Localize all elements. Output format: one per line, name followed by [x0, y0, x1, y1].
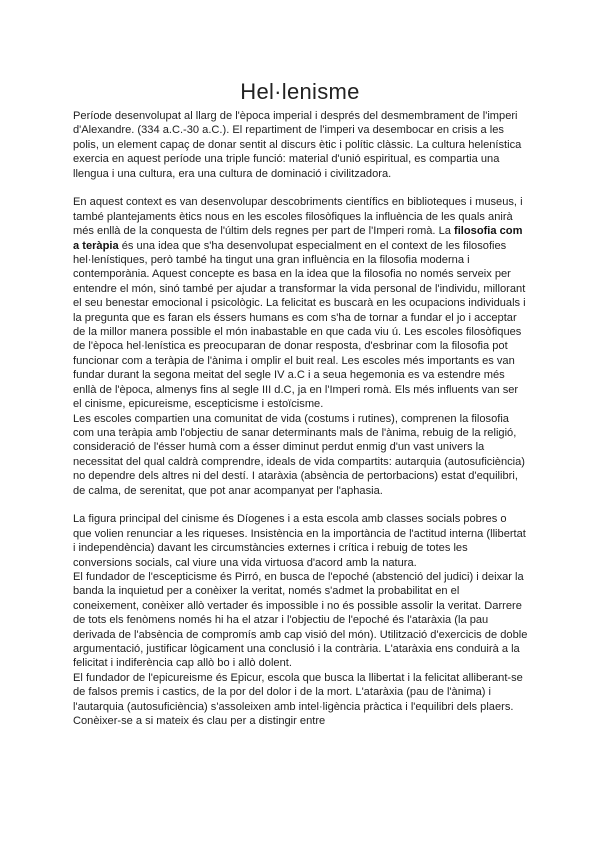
paragraph-context-start: En aquest context es van desenvolupar descobriments científics en biblioteques i museus, i també plantejaments ètics nous en les escoles filosòfiques la influència de les quals anirà més enllà de la conquesta de l'últim dels regnes per part de l'Imperi romà. La — [73, 196, 523, 238]
paragraph-scepticism: El fundador de l'escepticisme és Pirró, en busca de l'epoché (abstenció del judici) i deixar la banda la inquietud per a conèixer la veritat, només s'admet la probabilitat en el coneixement, conèixer allò vertader és impossible i no és possible assolir la veritat. Darrere de tots els fenòmens només hi ha el atzar i l'objectiu de l'epoché és l'ataràxia (la pau derivada de l'absència de compromís amb cap visió del món). Utilització d'exercicis de doble argumentació, justificar lògicament una conclusió i la contrària. L'ataràxia ens conduirà a la felicitat i indiferència cap allò bo i allò dolent. — [73, 570, 528, 670]
bold-term-philosophy-therapy: filosofia com a teràpia — [73, 225, 523, 252]
document-body — [73, 109, 528, 728]
paragraph-context — [73, 195, 528, 411]
paragraph-intro: Període desenvolupat al llarg de l'època imperial i després del desmembrament de l'imperi d'Alexandre. (334 a.C.-30 a.C.). El repartiment de l'imperi va desembocar en crisis a les polis, un element capaç de donar sentit al discurs ètic i polític clàssic. La cultura helenística exercia en aquest període una triple funció: material d'unió espiritual, es compartia una llengua i una cultura, era una cultura de dominació i civilitzadora. — [73, 110, 522, 180]
paragraph-schools-shared: Les escoles compartien una comunitat de vida (costums i rutines), comprenen la filosofia com una teràpia amb l'objectiu de sanar determinants mals de l'ànima, rebuig de la religió, consideració de l'ésser humà com a ésser diminut perdut enmig d'un vast univers la necessitat del qual caldrà comprendre, ideals de vida compartits: autarquia (autosuficiència) no dependre dels altres ni del destí. I ataràxia (absència de pertorbacions) estat d'equilibri, de calma, de serenitat, que pot anar acompanyat per l'aphasia. — [73, 412, 526, 497]
paragraph-epicureanism: El fundador de l'epicureisme és Epicur, escola que busca la llibertat i la felicitat alliberant-se de falsos premis i castics, de la por del dolor i de la mort. L'ataràxia (pau de l'ànima) i l'autarquia (autosuficiència) s'assoleixen amb intel·ligència pràctica i l'equilibri dels plaers. Conèixer-se a si mateix és clau per a distingir entre — [73, 671, 523, 728]
page-title: Hel·lenisme — [240, 78, 360, 104]
paragraph-gap — [73, 181, 528, 195]
paragraph-cynicism: La figura principal del cinisme és Díogenes i a esta escola amb classes socials pobres o que volien renunciar a les riqueses. Insistència en la importància de l'actitud interna (llibertat i independència) davant les circumstàncies externes i crítica i rebuig de totes les conversions socials, cal viure una vida virtuosa d'acord amb la natura. — [73, 513, 526, 569]
paragraph-gap — [73, 498, 528, 512]
paragraph-context-end: és una idea que s'ha desenvolupat especialment en el context de les filosofies hel·lenístiques, però també ha tingut una gran influència en la filosofia moderna i contemporània. Aquest concepte es basa en la idea que la filosofia no només serveix per entendre el món, sinó també per ajudar a transformar la vida personal de l'individu, millorant el seu benestar emocional i psicològic. La felicitat es buscarà en les ocupacions individuals i la pregunta que es faran els éssers humans es com s'ha de tornar a fundar el jo i acceptar de la millor manera possible el món inabastable en que cada viu ú. Les escoles filosòfiques de l'època hel·lenística es preocuparan de donar resposta, d'esbrinar com la filosofia pot funcionar com a teràpia de l'ànima i omplir el buit real. Les escoles més importants es van fundar durant la segona meitat del segle IV a.C i a seua hegemonia es va estendre més enllà de l'època, almenys fins al segle III d.C, ja en l'Imperi romà. Els més influents van ser el cinisme, epicureisme, escepticisme i estoïcisme. — [73, 239, 526, 411]
